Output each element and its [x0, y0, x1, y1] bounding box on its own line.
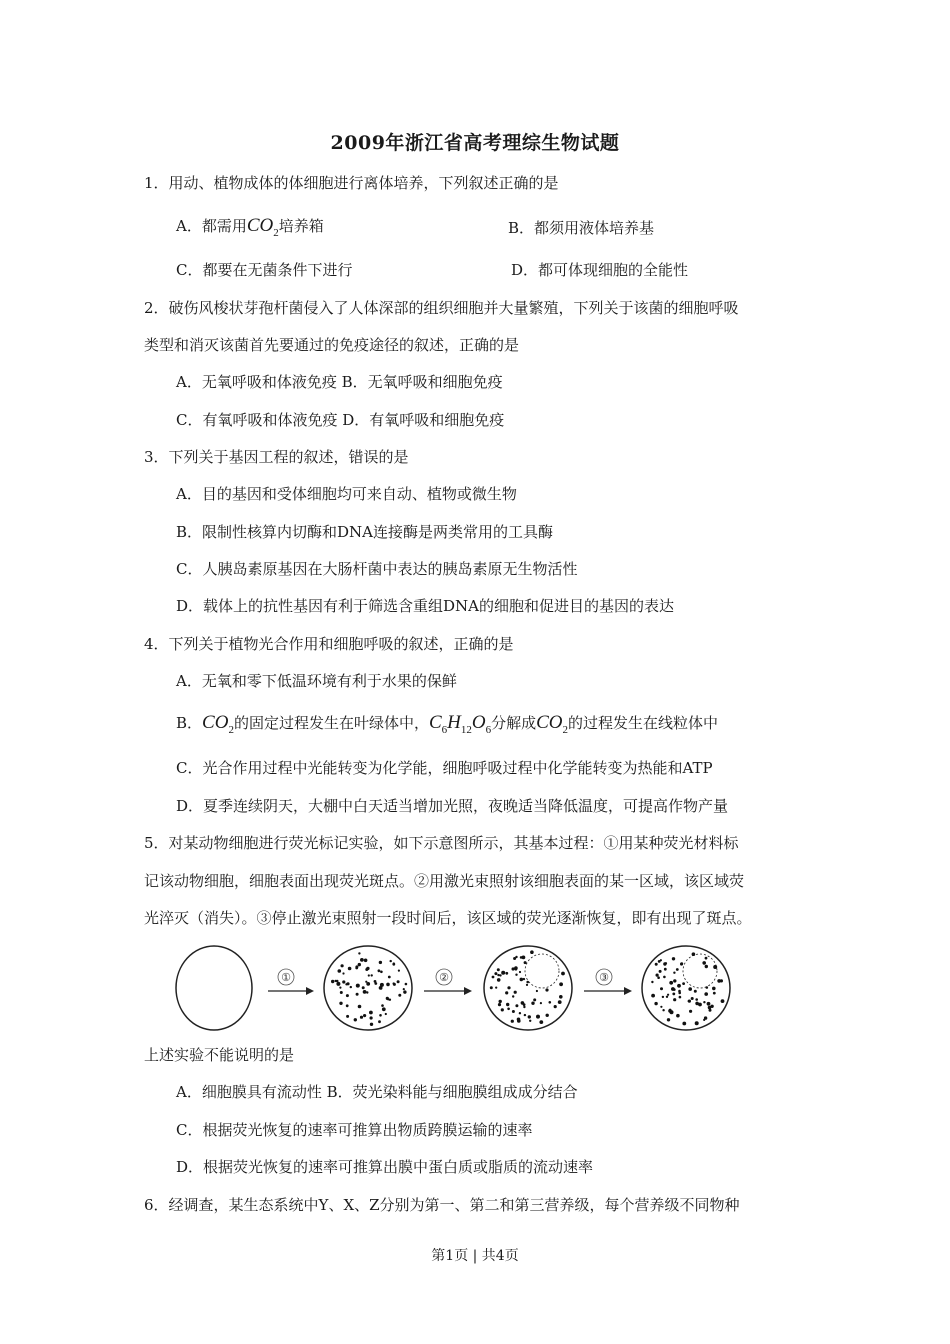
fluorescent-spot	[531, 1002, 534, 1005]
fluorescent-spot	[398, 994, 401, 997]
arrow-2-head	[464, 987, 472, 995]
fluorescent-spot	[561, 972, 565, 976]
fluorescent-spot	[530, 950, 534, 954]
fluorescent-spot	[712, 987, 716, 991]
fluorescent-spot	[521, 1001, 525, 1005]
fluorescent-spot	[704, 992, 708, 996]
fluorescent-spot	[336, 982, 340, 986]
fluorescent-spot	[526, 981, 529, 984]
fluorescent-spot	[698, 1003, 702, 1007]
fluorescent-spot	[662, 1009, 664, 1011]
fluorescent-spot	[492, 976, 495, 979]
fluorescent-spot	[497, 968, 500, 971]
step-label-1: ①	[281, 971, 291, 984]
fluorescent-spot	[498, 1003, 501, 1006]
fluorescent-spot	[519, 1012, 521, 1014]
fluorescent-spot	[708, 1006, 712, 1010]
fluorescent-spot	[507, 986, 510, 989]
fluorescent-spot	[368, 974, 370, 976]
fluorescent-spot	[695, 998, 698, 1001]
fluorescent-spot	[515, 968, 518, 971]
question-5-stem-line-3: 光淬灭（消失）。③停止激光束照射一段时间后，该区域的荧光逐渐恢复，即有出现了斑点。	[144, 909, 752, 927]
question-5-option-c: C．根据荧光恢复的速率可推算出物质跨膜运输的速率	[176, 1121, 533, 1139]
fluorescent-spot	[682, 982, 685, 985]
question-5-options-ab: A．细胞膜具有流动性 B．荧光染料能与细胞膜组成成分结合	[176, 1083, 578, 1101]
fluorescent-spot	[660, 1006, 662, 1008]
cell-recovered	[642, 946, 730, 1030]
fluorescent-spot	[355, 967, 358, 970]
fluorescent-spot	[513, 957, 516, 960]
question-3-option-d: D．载体上的抗性基因有利于筛选含重组DNA的细胞和促进目的基因的表达	[176, 597, 675, 615]
fluorescent-spot	[345, 983, 347, 985]
fluorescent-spot	[654, 1002, 657, 1005]
fluorescent-spot	[363, 990, 367, 994]
fluorescent-spot	[378, 969, 381, 972]
fluorescent-spot	[388, 976, 391, 979]
fluorescent-spot	[659, 970, 662, 973]
fluorescent-spot	[339, 1002, 342, 1005]
fluorescent-spot	[656, 974, 659, 977]
fluorescent-spot	[515, 974, 517, 976]
fluorescent-spot	[655, 963, 658, 966]
fluorescent-spot	[706, 986, 709, 989]
fluorescent-spot	[526, 984, 528, 986]
fluorescent-spot	[403, 990, 406, 993]
fluorescent-spot	[672, 957, 675, 960]
fluorescent-spot	[673, 979, 676, 982]
fluorescent-spot	[713, 992, 716, 995]
fluorescent-spot	[651, 981, 653, 983]
fluorescent-spot	[657, 976, 660, 979]
fluorescent-spot	[356, 993, 359, 996]
fluorescent-spot	[356, 984, 360, 988]
question-3-option-c: C．人胰岛素原基因在大肠杆菌中表达的胰岛素原无生物活性	[176, 560, 578, 578]
fluorescent-spot	[358, 1005, 362, 1009]
fluorescent-spot	[364, 959, 368, 963]
fluorescent-spot	[342, 980, 345, 983]
cell-unlabeled	[176, 946, 252, 1030]
fluorescent-spot	[523, 978, 525, 980]
fluorescent-spot	[379, 1014, 382, 1017]
question-1-option-b: B．都须用液体培养基	[508, 219, 655, 237]
fluorescent-spot	[533, 998, 536, 1001]
question-2-stem-line-2: 类型和消灭该菌首先要通过的免疫途径的叙述，正确的是	[144, 336, 520, 354]
question-2-stem-line-1: 2．破伤风梭状芽孢杆菌侵入了人体深部的组织细胞并大量繁殖，下列关于该菌的细胞呼吸	[144, 299, 739, 317]
option-a-suffix: 培养箱	[278, 217, 324, 235]
fluorescent-spot	[528, 1015, 531, 1018]
fluorescent-spot	[360, 958, 364, 962]
fluorescent-spot	[546, 1014, 549, 1017]
question-2-options-ab: A．无氧呼吸和体液免疫 B．无氧呼吸和细胞免疫	[176, 373, 503, 391]
fluorescent-spot	[669, 981, 673, 985]
fluorescent-spot	[362, 986, 365, 989]
fluorescent-spot	[524, 961, 527, 964]
fluorescent-spot	[694, 990, 697, 993]
question-2-options-cd: C．有氧呼吸和体液免疫 D．有氧呼吸和细胞免疫	[176, 411, 505, 429]
fluorescent-spot	[663, 976, 666, 979]
question-4-option-a: A．无氧和零下低温环境有利于水果的保鲜	[176, 672, 457, 690]
fluorescent-spot	[331, 980, 334, 983]
fluorescent-spot	[688, 1000, 691, 1003]
fluorescent-spot	[497, 978, 501, 982]
fluorescent-spot	[519, 971, 521, 973]
co2-formula: $CO_2$	[202, 712, 234, 736]
fluorescent-spot	[522, 956, 526, 960]
fluorescent-spot	[370, 1023, 373, 1026]
fluorescent-spot	[380, 983, 384, 987]
fluorescent-spot	[358, 963, 361, 966]
fluorescent-spot	[673, 972, 675, 974]
fluorescent-spot	[703, 1019, 705, 1021]
fluorescent-spot	[379, 961, 382, 964]
fluorescent-spot	[671, 987, 675, 991]
question-4-option-b: B．$CO_2$的固定过程发生在叶绿体中，$C_6H_{12}O_6$分解成$CO_2$的过程发生在线粒体中	[176, 712, 719, 736]
question-5-option-d: D．根据荧光恢复的速率可推算出膜中蛋白质或脂质的流动速率	[176, 1158, 594, 1176]
fluorescent-spot	[495, 987, 497, 989]
fluorescent-spot	[501, 971, 505, 975]
arrow-1-head	[306, 987, 314, 995]
fluorescent-spot	[366, 982, 370, 986]
fluorescent-spot	[386, 983, 390, 987]
fluorescent-spot	[721, 999, 725, 1003]
fluorescent-spot	[705, 957, 708, 960]
fluorescent-spot	[371, 974, 373, 976]
fluorescent-spot	[507, 1008, 510, 1011]
fluorescent-spot	[390, 960, 392, 962]
question-6-stem-line-1: 6．经调查，某生态系统中Y、X、Z分别为第一、第二和第三营养级，每个营养级不同物种	[144, 1196, 740, 1214]
fluorescent-spot	[339, 987, 341, 989]
fluorescent-spot	[515, 1004, 518, 1007]
fluorescent-spot	[499, 1000, 502, 1003]
arrow-3-head	[624, 987, 632, 995]
recovered-region	[683, 954, 717, 988]
fluorescent-spot	[403, 988, 405, 990]
fluorescent-spot	[678, 990, 681, 993]
fluorescent-spot	[692, 952, 696, 956]
fluorescent-spot	[695, 1021, 699, 1025]
fluorescent-spot	[360, 1016, 363, 1019]
fluorescent-spot	[397, 980, 400, 983]
fluorescent-spot	[559, 995, 563, 999]
fluorescent-spot	[392, 963, 395, 966]
fluorescent-spot	[682, 1022, 686, 1026]
fluorescent-spot	[506, 1003, 509, 1006]
question-3-option-b: B．限制性核算内切酶和DNA连接酶是两类常用的工具酶	[176, 523, 554, 541]
quenched-region	[525, 954, 559, 988]
fluorescent-spot	[340, 991, 343, 994]
option-a-prefix: A．都需用	[176, 217, 247, 235]
step-label-2: ②	[439, 971, 449, 984]
fluorescent-spot	[665, 962, 667, 964]
fluorescent-spot	[667, 1018, 670, 1021]
question-1-option-c: C．都要在无菌条件下进行	[176, 261, 353, 279]
fluorescent-spot	[545, 988, 548, 991]
fluorescent-spot	[662, 996, 664, 998]
fluorescent-spot	[520, 978, 524, 982]
question-5-stem-line-1: 5．对某动物细胞进行荧光标记实验，如下示意图所示，其基本过程：①用某种荧光材料标	[144, 834, 739, 852]
fluorescent-spot	[688, 987, 692, 991]
question-3-option-a: A．目的基因和受体细胞均可来自动、植物或微生物	[176, 485, 517, 503]
fluorescent-spot	[702, 961, 706, 965]
fluorescent-spots	[651, 952, 724, 1025]
fluorescent-spot	[511, 1020, 514, 1023]
fluorescent-spot	[536, 1015, 540, 1019]
fluorescent-spot	[517, 1018, 521, 1022]
fluorescent-spot	[348, 967, 352, 971]
fluorescent-spot	[374, 982, 377, 985]
fluorescent-spot	[346, 994, 349, 997]
step-label-3: ③	[599, 971, 609, 984]
question-5-stem-line-2: 记该动物细胞，细胞表面出现荧光斑点。②用激光束照射该细胞表面的某一区域，该区域荧	[144, 872, 745, 890]
fluorescent-spot	[490, 986, 493, 989]
fluorescent-spot	[705, 965, 708, 968]
fluorescent-spot	[717, 979, 721, 983]
fluorescent-spot	[539, 1020, 543, 1024]
page-title: 2009年浙江省高考理综生物试题	[330, 132, 620, 154]
fluorescent-spot	[680, 963, 683, 966]
glucose-formula: $C_6H_{12}O_6$	[428, 712, 492, 736]
fluorescent-spot	[660, 959, 662, 961]
fluorescent-spot	[558, 1000, 562, 1004]
fluorescent-spot	[338, 969, 342, 973]
fluorescent-spot	[386, 997, 389, 1000]
fluorescent-spot	[382, 1007, 386, 1011]
fluorescent-spot	[651, 994, 655, 998]
fluorescent-spot	[358, 952, 360, 954]
fluorescent-spot	[405, 983, 408, 986]
fluorescent-spots	[490, 950, 565, 1024]
fluorescent-spot	[341, 964, 344, 967]
question-1-stem: 1．用动、植物成体的体细胞进行离体培养，下列叙述正确的是	[144, 174, 559, 192]
fluorescent-spot	[673, 998, 676, 1001]
fluorescent-spot	[501, 1008, 504, 1011]
fluorescent-spot	[676, 1014, 680, 1018]
question-1-option-a	[176, 216, 324, 243]
fluorescent-spot	[549, 1001, 552, 1004]
fluorescent-spot	[398, 970, 400, 972]
fluorescent-spot	[494, 972, 497, 975]
fluorescent-spot	[536, 990, 538, 992]
question-4-stem: 4．下列关于植物光合作用和细胞呼吸的叙述，正确的是	[144, 635, 514, 653]
fluorescent-spot	[512, 967, 515, 970]
fluorescent-spot	[505, 991, 508, 994]
fluorescent-spot	[672, 993, 675, 996]
fluorescent-spot	[660, 987, 663, 990]
fluorescent-spots	[331, 952, 407, 1026]
fluorescent-spot	[679, 996, 682, 999]
fluorescent-spot	[354, 1018, 357, 1021]
fluorescent-spot	[370, 1016, 373, 1019]
fluorescent-spot	[540, 1002, 542, 1004]
fluorescent-spot	[336, 980, 339, 983]
fluorescent-spot	[380, 971, 383, 974]
question-5-after-figure: 上述实验不能说明的是	[144, 1046, 295, 1064]
fluorescent-spot	[346, 1004, 349, 1007]
fluorescent-spot	[664, 968, 667, 971]
question-4-option-d: D．夏季连续阴天，大棚中白天适当增加光照，夜晚适当降低温度，可提高作物产量	[176, 797, 729, 815]
fluorescent-spot	[365, 968, 368, 971]
fluorescence-experiment-figure	[172, 943, 732, 1035]
fluorescent-spot	[707, 1002, 711, 1006]
fluorescent-spot	[554, 1005, 557, 1008]
fluorescent-spot	[381, 1004, 384, 1007]
fluorescent-spot	[691, 997, 694, 1000]
fluorescent-spot	[676, 968, 679, 971]
fluorescent-spot	[559, 982, 563, 986]
fluorescent-spot	[499, 974, 501, 976]
fluorescent-spot	[709, 1009, 712, 1012]
fluorescent-spot	[524, 1014, 526, 1016]
fluorescent-spot	[505, 972, 508, 975]
fluorescent-spot	[703, 1001, 705, 1003]
question-1-option-d: D．都可体现细胞的全能性	[511, 261, 689, 279]
fluorescent-spot	[342, 972, 344, 974]
fluorescent-spot	[512, 1010, 515, 1013]
cell-labeled	[324, 946, 412, 1030]
fluorescent-spot	[667, 994, 669, 996]
fluorescent-spot	[529, 1020, 531, 1022]
co2-formula: $CO_2$	[246, 215, 279, 239]
fluorescent-spot	[378, 1020, 381, 1023]
fluorescent-spot	[350, 986, 352, 988]
page-footer: 第1页 | 共4页	[431, 1248, 519, 1264]
fluorescent-spot	[666, 996, 668, 998]
fluorescent-spot	[385, 1013, 387, 1015]
question-3-stem: 3．下列关于基因工程的叙述，错误的是	[144, 448, 409, 466]
fluorescent-spot	[689, 1010, 692, 1013]
fluorescent-spot	[393, 982, 395, 984]
fluorescent-spot	[677, 984, 681, 988]
fluorescent-spot	[363, 1014, 366, 1017]
co2-formula: $CO_2$	[536, 712, 569, 736]
fluorescent-spot	[346, 1015, 349, 1018]
question-4-option-c: C．光合作用过程中光能转变为化学能，细胞呼吸过程中化学能转变为热能和ATP	[176, 759, 713, 777]
fluorescent-spot	[512, 995, 514, 997]
fluorescent-spot	[668, 1009, 672, 1013]
fluorescent-spot	[514, 991, 517, 994]
fluorescent-spot	[523, 1006, 525, 1008]
fluorescent-spot	[369, 1011, 373, 1015]
fluorescent-spot	[713, 965, 717, 969]
